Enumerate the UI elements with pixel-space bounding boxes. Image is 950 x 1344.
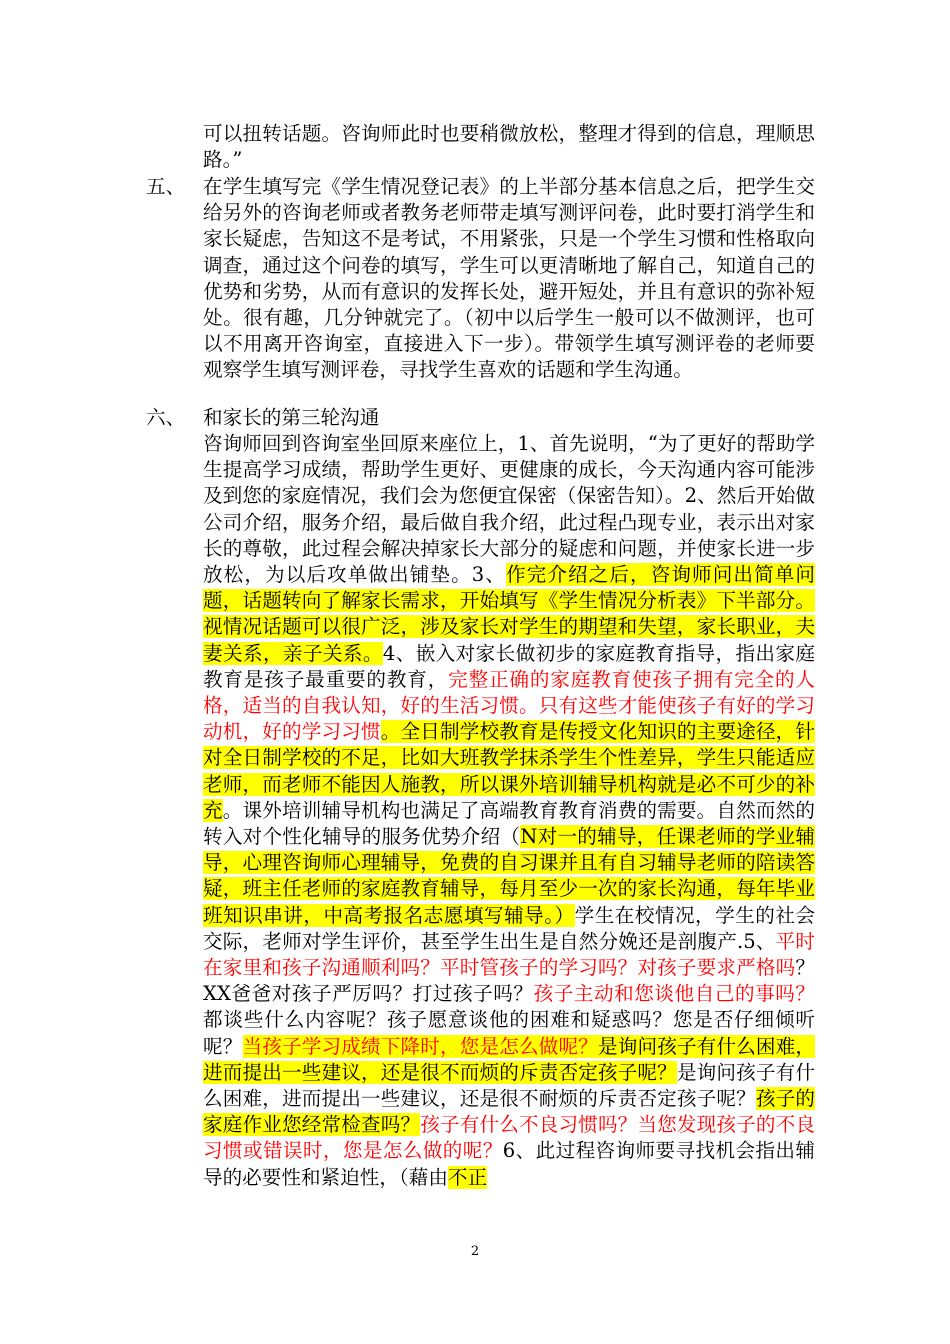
highlighted-segment: N对一的辅导，任课老师的学业辅导，心理咨询师心理辅导，免费的自习课并且有自习辅导老师的陪读答疑，班主任老师的家庭教育辅导，每月至少一次的家长沟通，每年毕业班知识串讲，中高考报名志愿填写辅导。） [203, 825, 815, 927]
highlighted-segment: 孩子的家庭作业您经常检查吗？ [203, 1087, 816, 1137]
section-six-marker: 六、 [146, 406, 186, 429]
red-segment: 平时在家里和孩子沟通顺利吗？平时管孩子的学习吗？对孩子要求严格吗 [203, 929, 815, 980]
text-segment: 。课外培训辅导机构也满足了高端教育教育消费的需要。自然而然的转入对个性化辅导的服务优势介绍（ [203, 798, 816, 849]
highlighted-segment: 作完介绍之后，咨询师问出简单问题，话题转向了解家长需求，开始填写《学生情况分析表》下半部分。视情况话题可以很广泛，涉及家长对学生的期望和失望，家长职业，夫妻关系，亲子关系。 [203, 563, 816, 665]
section-five-paragraph: 在学生填写完《学生情况登记表》的上半部分基本信息之后，把学生交给另外的咨询老师或者教务老师带走填写测评问卷，此时要打消学生和家长疑虑，告知这不是考试，不用紧张，只是一个学生习惯和性格取向调查，通过这个问卷的填写，学生可以更清晰地了解自己，知道自己的优势和劣势，从而有意识的发挥长处，避开短处，并且有意识的弥补短处。很有趣，几分钟就完了。（初中以后学生一般可以不做测评，也可以不用离开咨询室，直接进入下一步）。带领学生填写测评卷的老师要观察学生填写测评卷，寻找学生喜欢的话题和学生沟通。 [203, 175, 815, 382]
section-five-marker: 五、 [146, 175, 186, 198]
red-segment: 孩子主动和您谈他自己的事吗？ [533, 982, 815, 1006]
text-segment: 4、嵌入对家长做初步的家庭教育指导，指出家庭教育是孩子最重要的教育， [203, 641, 815, 691]
red-highlighted-segment: 当孩子学习成绩下降时，您是怎么做呢？ [242, 1034, 598, 1058]
highlighted-segment: 不正 [447, 1165, 488, 1189]
highlighted-segment: 是询问孩子有什么困难，进而提出一些建议，还是很不而烦的斥责否定孩子呢？ [203, 1034, 816, 1084]
text-segment: 学生在校情况，学生的社会交际，老师对学生评价，甚至学生出生是自然分娩还是剖腹产.5、 [203, 903, 816, 953]
text-segment: ？XX爸爸对孩子严厉吗？打过孩子吗？ [203, 956, 815, 1006]
text-segment: 都谈些什么内容呢？孩子愿意谈他的困难和疑惑吗？您是否仔细倾听呢？ [203, 1008, 815, 1058]
page-number: 2 [470, 1244, 480, 1259]
text-segment: 咨询师回到咨询室坐回原来座位上，1、首先说明，“为了更好的帮助学生提高学习成绩，帮助学生更好、更健康的成长，今天沟通内容可能涉及到您的家庭情况，我们会为您便宜保密（保密告知）。2、然后开始做公司介绍，服务介绍，最后做自我介绍，此过程凸现专业，表示出对家长的尊敬，此过程会解决掉家长大部分的疑虑和问题，并使家长进一步放松，为以后攻单做出铺垫。3、 [203, 432, 815, 587]
red-segment: 孩子有什么不良习惯吗？当您发现孩子的不良习惯或错误时，您是怎么做的呢？ [203, 1113, 816, 1163]
red-segment: 完整正确的家庭教育使孩子拥有完全的人格，适当的自我认知，好的生活习惯。只有这些才能使孩子有好的学习动机，好的学习习惯 [203, 667, 816, 744]
section-six-title: 和家长的第三轮沟通 [203, 406, 380, 429]
text-segment: 6、此过程咨询师要寻找机会指出辅导的必要性和紧迫性，（藉由 [203, 1139, 815, 1189]
continuation-paragraph: 可以扭转话题。咨询师此时也要稍微放松，整理才得到的信息，理顺思路。” [203, 122, 815, 172]
text-segment: 是询问孩子有什么困难，进而提出一些建议，还是很不耐烦的斥责否定孩子呢？ [203, 1060, 816, 1111]
section-six-paragraph [203, 431, 815, 1191]
highlighted-segment: 。全日制学校教育是传授文化知识的主要途径，针对全日制学校的不足，比如大班教学抹杀学生个性差异，学生只能适应老师，而老师不能因人施教，所以课外培训辅导机构就是必不可少的补充 [203, 720, 816, 822]
